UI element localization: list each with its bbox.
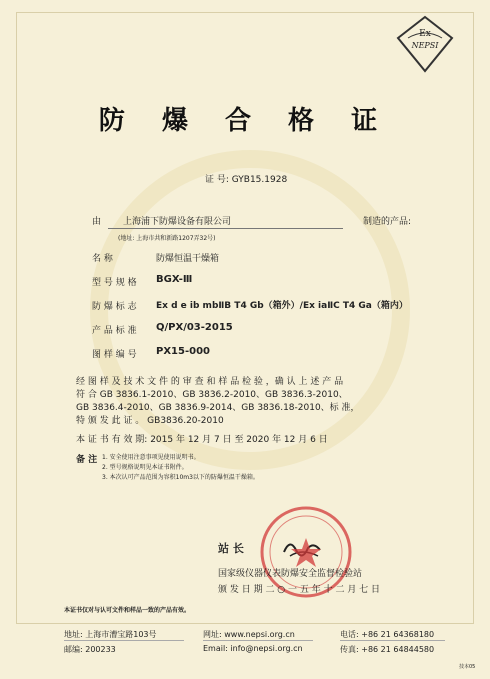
footer-postcode: 邮编: 200233 bbox=[64, 645, 116, 654]
station-chief-label: 站 长 bbox=[218, 542, 244, 555]
inspection-line-2: 符 合 GB 3836.1-2010、GB 3836.2-2010、GB 3836.3-2010、 bbox=[76, 390, 348, 400]
remark-item: 2. 型号规格说明见本证书附件。 bbox=[102, 464, 188, 471]
footer-email: Email: info@nepsi.org.cn bbox=[203, 644, 303, 653]
station-name: 国家级仪器仪表防爆安全监督检验站 bbox=[218, 569, 363, 579]
footer-rule bbox=[203, 640, 313, 641]
field-value-standard: Q/PX/03-2015 bbox=[156, 322, 233, 333]
remark-item: 3. 本次认可产品范围为容积10m3以下的防爆恒温干燥箱。 bbox=[102, 474, 259, 481]
inspection-line-1: 经 图 样 及 技 术 文 件 的 审 查 和 样 品 检 验 ，确 认 上 述 产 品 bbox=[76, 377, 344, 387]
footer-address: 地址: 上海市漕宝路103号 bbox=[64, 630, 157, 639]
footer-rule bbox=[340, 640, 445, 641]
company-underline bbox=[108, 228, 343, 229]
footer-fax: 传真: +86 21 64844580 bbox=[340, 645, 435, 654]
field-label-standard: 产 品 标 准 bbox=[92, 326, 137, 336]
footer-website: 网址: www.nepsi.org.cn bbox=[203, 630, 295, 639]
form-code: 技本05 bbox=[459, 664, 476, 670]
footer-tel: 电话: +86 21 64368180 bbox=[340, 630, 435, 639]
page-title: 防 爆 合 格 证 bbox=[98, 106, 392, 136]
field-value-ex-mark: Ex d e ib mbⅡB T4 Gb（箱外）/Ex iaⅡC T4 Ga（箱内） bbox=[156, 301, 408, 311]
field-value-name: 防爆恒温干燥箱 bbox=[156, 254, 220, 264]
validity-notice: 本证书仅对与认可文件和样品一致的产品有效。 bbox=[64, 607, 191, 614]
company-name: 上海浦下防爆设备有限公司 bbox=[123, 217, 232, 227]
inspection-line-4: 特 颁 发 此 证 。 GB3836.20-2010 bbox=[76, 416, 224, 426]
field-label-drawing-no: 图 样 编 号 bbox=[92, 350, 137, 360]
inspection-line-3: GB 3836.4-2010、GB 3836.9-2014、GB 3836.18-2010、标 准， bbox=[76, 403, 360, 413]
issue-date: 颁 发 日 期 二 ○ 一 五 年 十 二 月 七 日 bbox=[218, 585, 381, 595]
company-address: (地址: 上海市共和新路1207弄32号) bbox=[118, 235, 216, 242]
field-label-ex-mark: 防 爆 标 志 bbox=[92, 302, 137, 312]
by-label: 由 bbox=[92, 217, 102, 227]
certificate-number: 证 号: GYB15.1928 bbox=[205, 175, 288, 185]
footer-rule bbox=[64, 640, 184, 641]
validity-period: 本 证 书 有 效 期: 2015 年 12 月 7 日 至 2020 年 12 月 6 日 bbox=[76, 435, 328, 445]
field-value-model: BGX-Ⅲ bbox=[156, 274, 193, 285]
field-value-drawing-no: PX15-000 bbox=[156, 346, 210, 357]
logo-ex-text: Ex bbox=[419, 29, 431, 39]
field-label-model: 型 号 规 格 bbox=[92, 278, 137, 288]
field-label-name: 名 称 bbox=[92, 254, 113, 264]
made-product-label: 制造的产品: bbox=[363, 217, 412, 227]
logo-nepsi-text: NEPSI bbox=[411, 41, 439, 50]
nepsi-ex-logo bbox=[394, 14, 456, 74]
remarks-label: 备 注 bbox=[76, 455, 98, 465]
remark-item: 1. 安全使用注意事项见使用说明书。 bbox=[102, 454, 200, 461]
